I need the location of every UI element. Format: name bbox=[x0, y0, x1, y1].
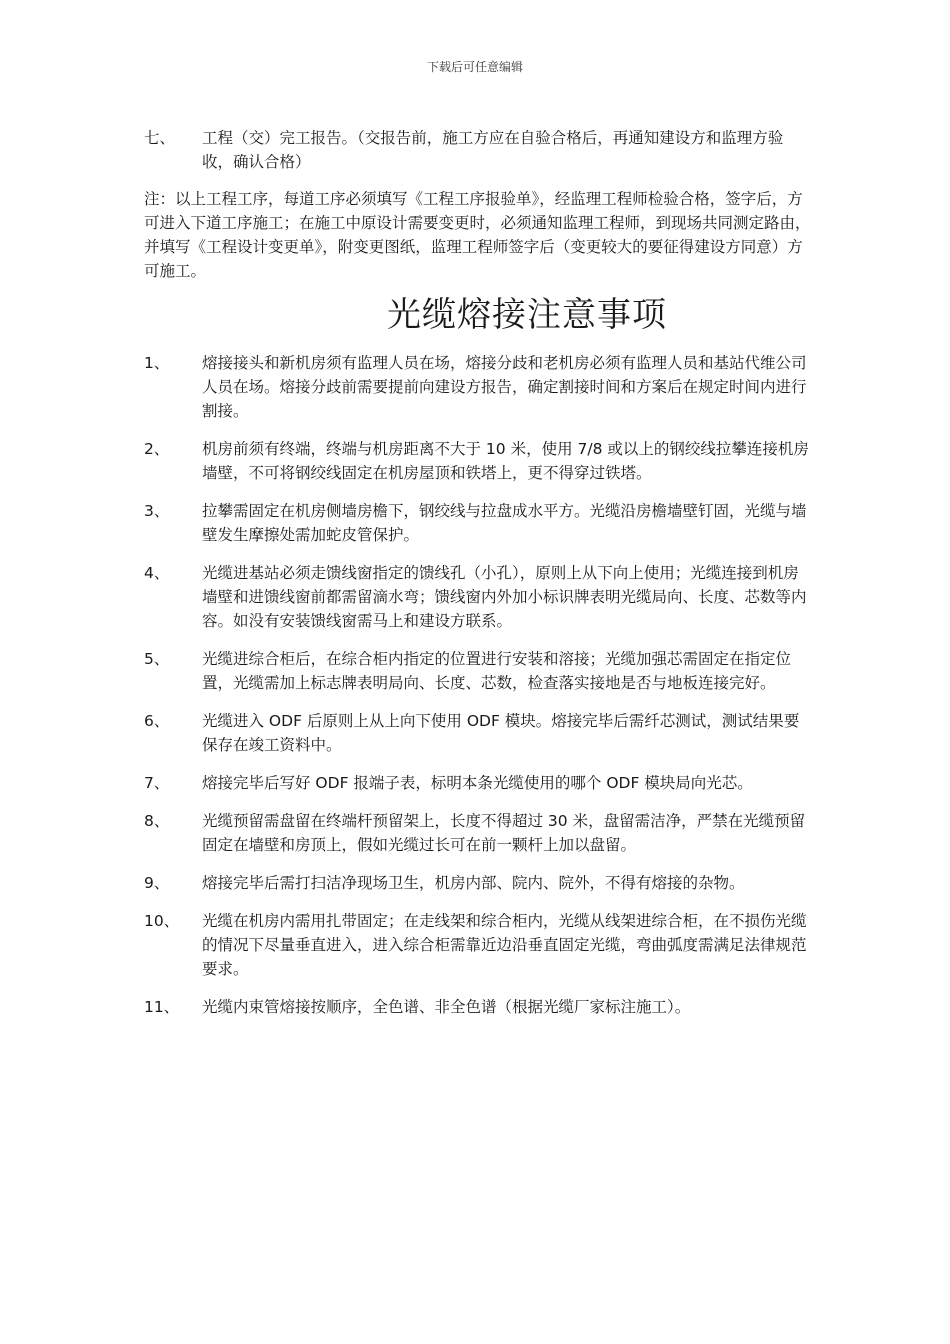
section-7 bbox=[144, 126, 814, 174]
item-text: 熔接完毕后写好 ODF 报端子表，标明本条光缆使用的哪个 ODF 模块局向光芯。 bbox=[202, 774, 753, 792]
item-number: 5、 bbox=[144, 650, 170, 668]
list-item bbox=[144, 771, 814, 795]
item-number: 7、 bbox=[144, 774, 170, 792]
list-item bbox=[144, 437, 814, 485]
list-item bbox=[144, 647, 814, 695]
section-number: 七、 bbox=[144, 129, 176, 147]
item-text: 光缆在机房内需用扎带固定；在走线架和综合柜内，光缆从线架进综合柜，在不损伤光缆的情况下尽量垂直进入，进入综合柜需靠近边沿垂直固定光缆，弯曲弧度需满足法律规范要求。 bbox=[202, 912, 807, 978]
note-paragraph: 注：以上工程工序，每道工序必须填写《工程工序报验单》，经监理工程师检验合格，签字后，方可进入下道工序施工；在施工中原设计需要变更时，必须通知监理工程师，到现场共同测定路由，并填写《工程设计变更单》，附变更图纸，监理工程师签字后（变更较大的要征得建设方同意）方可施工。 bbox=[144, 190, 811, 280]
page-title: 光缆熔接注意事项 bbox=[387, 295, 667, 335]
item-number: 6、 bbox=[144, 712, 170, 730]
item-number: 11、 bbox=[144, 998, 180, 1016]
list-item bbox=[144, 709, 814, 757]
item-text: 光缆进入 ODF 后原则上从上向下使用 ODF 模块。熔接完毕后需纤芯测试，测试结果要保存在竣工资料中。 bbox=[202, 712, 800, 754]
item-number: 1、 bbox=[144, 354, 170, 372]
item-text: 拉攀需固定在机房侧墙房檐下，钢绞线与拉盘成水平方。光缆沿房檐墙壁钉固，光缆与墙壁发生摩擦处需加蛇皮管保护。 bbox=[202, 502, 807, 544]
item-text: 光缆内束管熔接按顺序，全色谱、非全色谱（根据光缆厂家标注施工）。 bbox=[202, 998, 691, 1016]
list-item bbox=[144, 995, 814, 1019]
page-header: 下载后可任意编辑 bbox=[426, 60, 523, 74]
item-number: 10、 bbox=[144, 912, 180, 930]
list-item bbox=[144, 351, 814, 423]
list-item bbox=[144, 871, 814, 895]
item-text: 熔接完毕后需打扫洁净现场卫生，机房内部、院内、院外，不得有熔接的杂物。 bbox=[202, 874, 745, 892]
list-item bbox=[144, 561, 814, 633]
item-number: 9、 bbox=[144, 874, 170, 892]
item-number: 2、 bbox=[144, 440, 170, 458]
item-number: 8、 bbox=[144, 812, 170, 830]
item-text: 机房前须有终端，终端与机房距离不大于 10 米，使用 7/8 或以上的钢绞线拉攀连接机房墙壁，不可将钢绞线固定在机房屋顶和铁塔上，更不得穿过铁塔。 bbox=[202, 440, 809, 482]
section-text: 工程（交）完工报告。（交报告前，施工方应在自验合格后，再通知建设方和监理方验收，确认合格） bbox=[202, 129, 784, 171]
document-body bbox=[144, 126, 814, 1033]
item-text: 光缆进基站必须走馈线窗指定的馈线孔（小孔），原则上从下向上使用；光缆连接到机房墙壁和进馈线窗前都需留滴水弯；馈线窗内外加小标识牌表明光缆局向、长度、芯数等内容。如没有安装馈线窗需马上和建设方联系。 bbox=[202, 564, 807, 630]
item-text: 光缆进综合柜后，在综合柜内指定的位置进行安装和溶接；光缆加强芯需固定在指定位置，光缆需加上标志牌表明局向、长度、芯数，检查落实接地是否与地板连接完好。 bbox=[202, 650, 792, 692]
item-text: 熔接接头和新机房须有监理人员在场，熔接分歧和老机房必须有监理人员和基站代维公司人员在场。熔接分歧前需要提前向建设方报告，确定割接时间和方案后在规定时间内进行割接。 bbox=[202, 354, 807, 420]
item-number: 3、 bbox=[144, 502, 170, 520]
item-number: 4、 bbox=[144, 564, 170, 582]
list-item bbox=[144, 499, 814, 547]
item-text: 光缆预留需盘留在终端杆预留架上，长度不得超过 30 米，盘留需洁净，严禁在光缆预留固定在墙壁和房顶上，假如光缆过长可在前一颗杆上加以盘留。 bbox=[202, 812, 806, 854]
list-item bbox=[144, 909, 814, 981]
precautions-list bbox=[144, 351, 814, 1019]
list-item bbox=[144, 809, 814, 857]
